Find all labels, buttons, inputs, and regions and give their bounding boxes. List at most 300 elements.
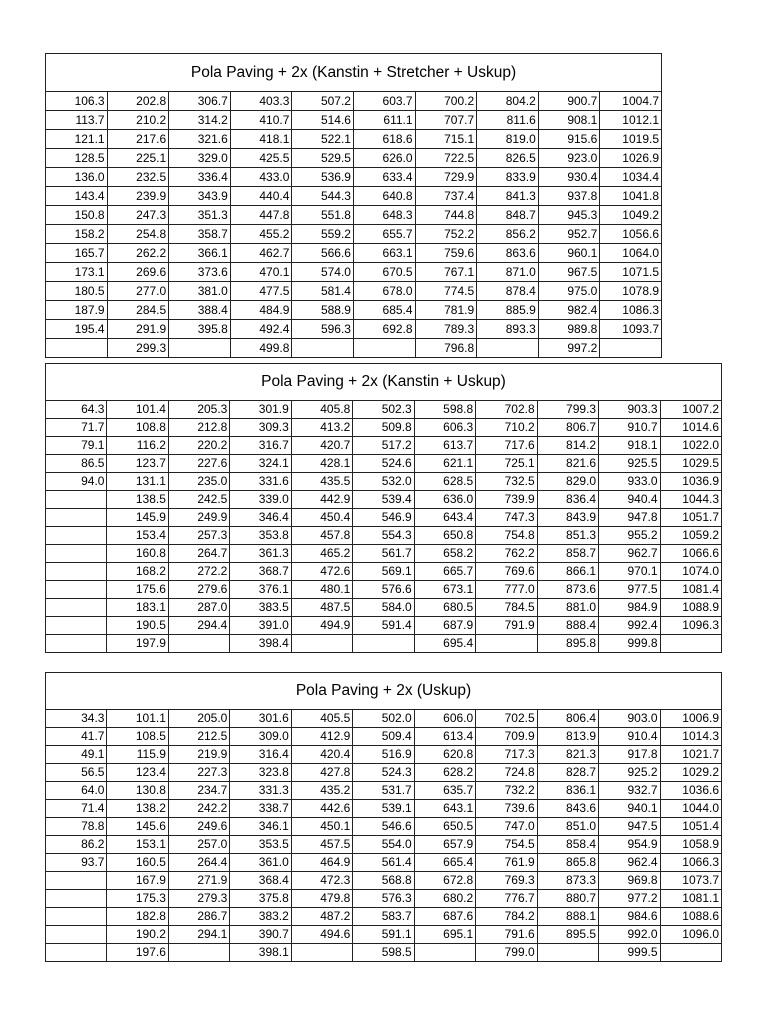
table-cell: 970.1 (599, 563, 660, 581)
table-cell: 123.7 (107, 455, 168, 473)
table-cell: 64.0 (46, 782, 107, 800)
table-cell: 160.8 (107, 545, 168, 563)
table-cell: 546.9 (353, 509, 414, 527)
table-cell: 626.0 (353, 149, 415, 168)
table-cell: 1007.2 (660, 401, 721, 419)
table-cell: 353.5 (230, 836, 291, 854)
table-cell: 86.2 (46, 836, 107, 854)
table-row (46, 800, 722, 818)
table-cell: 777.0 (476, 581, 537, 599)
table-cell: 910.7 (599, 419, 660, 437)
table-cell: 1088.6 (660, 908, 721, 926)
table-cell (476, 635, 537, 653)
table-row (46, 527, 722, 545)
table-cell: 128.5 (46, 149, 108, 168)
table-cell: 153.4 (107, 527, 168, 545)
table-cell: 79.1 (46, 437, 107, 455)
table-cell: 908.1 (538, 111, 600, 130)
table-cell: 851.0 (537, 818, 598, 836)
table-cell: 584.0 (353, 599, 414, 617)
table-row (46, 890, 722, 908)
table-cell: 576.6 (353, 581, 414, 599)
table-cell: 984.9 (599, 599, 660, 617)
table-cell (291, 635, 352, 653)
table-cell: 212.8 (168, 419, 229, 437)
table-cell: 383.5 (230, 599, 291, 617)
table-cell: 1066.6 (660, 545, 721, 563)
table-cell: 1064.0 (600, 244, 662, 263)
table-cell: 412.9 (291, 728, 352, 746)
table-cell: 94.0 (46, 473, 107, 491)
table-cell: 1029.5 (660, 455, 721, 473)
table-cell: 574.0 (292, 263, 354, 282)
table-cell: 358.7 (169, 225, 231, 244)
table-cell: 450.4 (291, 509, 352, 527)
table-cell: 346.4 (230, 509, 291, 527)
table-cell: 806.4 (537, 710, 598, 728)
table-cell: 346.1 (230, 818, 291, 836)
table-cell: 425.5 (230, 149, 292, 168)
table-cell (46, 944, 107, 962)
table-cell: 279.3 (168, 890, 229, 908)
table-cell: 1058.9 (660, 836, 721, 854)
table-cell: 121.1 (46, 130, 108, 149)
table-cell: 465.2 (291, 545, 352, 563)
table-cell: 249.6 (168, 818, 229, 836)
table-title: Pola Paving + 2x (Uskup) (46, 673, 722, 710)
table-cell: 843.9 (537, 509, 598, 527)
table-cell: 665.4 (414, 854, 475, 872)
table-cell: 769.6 (476, 563, 537, 581)
table-cell: 234.7 (168, 782, 229, 800)
table-cell: 381.0 (169, 282, 231, 301)
table-cell: 722.5 (415, 149, 477, 168)
table-cell: 663.1 (353, 244, 415, 263)
table-cell: 502.3 (353, 401, 414, 419)
table-cell: 767.1 (415, 263, 477, 282)
table-cell: 368.7 (230, 563, 291, 581)
table-cell: 136.0 (46, 168, 108, 187)
table-cell: 975.0 (538, 282, 600, 301)
table-cell: 866.1 (537, 563, 598, 581)
table-cell: 945.3 (538, 206, 600, 225)
table-cell: 925.5 (599, 455, 660, 473)
table-cell: 279.6 (168, 581, 229, 599)
table-cell: 190.2 (107, 926, 168, 944)
table-cell: 784.5 (476, 599, 537, 617)
table-cell: 225.1 (107, 149, 169, 168)
table-cell: 1049.2 (600, 206, 662, 225)
table-row (46, 491, 722, 509)
table-cell: 754.5 (476, 836, 537, 854)
table-cell: 329.0 (169, 149, 231, 168)
table-cell: 999.5 (599, 944, 660, 962)
table-uskup (45, 672, 722, 962)
table-cell: 398.1 (230, 944, 291, 962)
table-cell: 480.1 (291, 581, 352, 599)
table-cell: 479.8 (291, 890, 352, 908)
table-cell: 1044.0 (660, 800, 721, 818)
table-cell: 351.3 (169, 206, 231, 225)
table-cell: 502.0 (353, 710, 414, 728)
table-cell: 591.4 (353, 617, 414, 635)
table-cell: 680.2 (414, 890, 475, 908)
table-cell: 606.3 (414, 419, 475, 437)
table-cell: 687.6 (414, 908, 475, 926)
table-cell: 101.4 (107, 401, 168, 419)
table-cell: 1012.1 (600, 111, 662, 130)
table-cell: 960.1 (538, 244, 600, 263)
table-cell: 633.4 (353, 168, 415, 187)
table-cell: 264.4 (168, 854, 229, 872)
table-cell: 863.6 (477, 244, 539, 263)
table-cell: 205.3 (168, 401, 229, 419)
table-cell: 1066.3 (660, 854, 721, 872)
table-cell: 153.1 (107, 836, 168, 854)
table-cell: 903.3 (599, 401, 660, 419)
table-cell: 806.7 (537, 419, 598, 437)
table-cell: 227.3 (168, 764, 229, 782)
table-cell: 737.4 (415, 187, 477, 206)
table-cell: 339.0 (230, 491, 291, 509)
table-row (46, 872, 722, 890)
table-cell: 202.8 (107, 92, 169, 111)
table-cell: 427.8 (291, 764, 352, 782)
table-cell: 1056.6 (600, 225, 662, 244)
table-cell: 789.3 (415, 320, 477, 339)
table-cell: 539.4 (353, 491, 414, 509)
table-cell (46, 581, 107, 599)
table-cell: 536.9 (292, 168, 354, 187)
table-cell: 410.7 (230, 111, 292, 130)
table-row (46, 92, 662, 111)
table-cell: 487.2 (291, 908, 352, 926)
table-cell: 301.9 (230, 401, 291, 419)
table-row (46, 854, 722, 872)
table-cell (600, 339, 662, 358)
table-cell: 428.1 (291, 455, 352, 473)
table-row (46, 320, 662, 339)
table-cell: 717.6 (476, 437, 537, 455)
table-cell: 101.1 (107, 710, 168, 728)
table-cell: 145.6 (107, 818, 168, 836)
table-cell: 1014.6 (660, 419, 721, 437)
table-cell: 484.9 (230, 301, 292, 320)
table-cell: 744.8 (415, 206, 477, 225)
table-cell: 759.6 (415, 244, 477, 263)
table-row (46, 111, 662, 130)
table-cell: 930.4 (538, 168, 600, 187)
table-cell: 464.9 (291, 854, 352, 872)
table-cell (46, 890, 107, 908)
table-cell: 1041.8 (600, 187, 662, 206)
table-cell: 569.1 (353, 563, 414, 581)
table-cell: 205.0 (168, 710, 229, 728)
table-cell: 747.0 (476, 818, 537, 836)
table-cell: 747.3 (476, 509, 537, 527)
table-cell: 885.9 (477, 301, 539, 320)
table-cell: 257.0 (168, 836, 229, 854)
table-cell: 551.8 (292, 206, 354, 225)
table-cell: 398.4 (230, 635, 291, 653)
table-cell (168, 635, 229, 653)
table-cell: 517.2 (353, 437, 414, 455)
table-cell: 316.7 (230, 437, 291, 455)
table-cell: 648.3 (353, 206, 415, 225)
table-cell: 336.4 (169, 168, 231, 187)
table-cell: 353.8 (230, 527, 291, 545)
table-cell: 954.9 (599, 836, 660, 854)
table-cell: 182.8 (107, 908, 168, 926)
table-cell: 78.8 (46, 818, 107, 836)
table-cell: 833.9 (477, 168, 539, 187)
table-cell: 841.3 (477, 187, 539, 206)
table-cell: 1074.0 (660, 563, 721, 581)
table-cell: 529.5 (292, 149, 354, 168)
table-cell: 900.7 (538, 92, 600, 111)
table-cell: 707.7 (415, 111, 477, 130)
table-cell: 1044.3 (660, 491, 721, 509)
table-cell: 588.9 (292, 301, 354, 320)
table-cell: 130.8 (107, 782, 168, 800)
table-cell: 982.4 (538, 301, 600, 320)
table-cell: 606.0 (414, 710, 475, 728)
table-cell: 220.2 (168, 437, 229, 455)
table-cell: 873.3 (537, 872, 598, 890)
table-cell: 1026.9 (600, 149, 662, 168)
table-row (46, 599, 722, 617)
table-cell: 376.1 (230, 581, 291, 599)
table-cell: 262.2 (107, 244, 169, 263)
table-cell: 1019.5 (600, 130, 662, 149)
table-row (46, 908, 722, 926)
table-cell (353, 635, 414, 653)
table-cell: 462.7 (230, 244, 292, 263)
table-cell: 323.8 (230, 764, 291, 782)
table-cell: 457.8 (291, 527, 352, 545)
table-cell: 739.9 (476, 491, 537, 509)
table-cell: 893.3 (477, 320, 539, 339)
table-cell: 472.6 (291, 563, 352, 581)
table-cell: 316.4 (230, 746, 291, 764)
table-cell: 895.5 (537, 926, 598, 944)
table-cell: 695.4 (414, 635, 475, 653)
table-cell: 420.7 (291, 437, 352, 455)
table-cell (46, 509, 107, 527)
table-cell: 984.6 (599, 908, 660, 926)
table-cell (477, 339, 539, 358)
table-cell: 732.5 (476, 473, 537, 491)
table-cell: 1034.4 (600, 168, 662, 187)
table-row (46, 818, 722, 836)
table-cell: 977.2 (599, 890, 660, 908)
table-cell: 115.9 (107, 746, 168, 764)
table-row (46, 225, 662, 244)
table-cell: 657.9 (414, 836, 475, 854)
table-cell: 650.8 (414, 527, 475, 545)
table-cell: 665.7 (414, 563, 475, 581)
table-cell: 650.5 (414, 818, 475, 836)
table-cell: 997.2 (538, 339, 600, 358)
table-cell: 620.8 (414, 746, 475, 764)
table-cell: 1036.6 (660, 782, 721, 800)
table-cell: 871.0 (477, 263, 539, 282)
table-row (46, 746, 722, 764)
table-cell: 455.2 (230, 225, 292, 244)
table-cell: 1073.7 (660, 872, 721, 890)
table-cell: 923.0 (538, 149, 600, 168)
table-cell: 932.7 (599, 782, 660, 800)
table-cell: 1004.7 (600, 92, 662, 111)
table-cell: 962.4 (599, 854, 660, 872)
table-cell: 1096.3 (660, 617, 721, 635)
table-row (46, 545, 722, 563)
table-cell: 554.3 (353, 527, 414, 545)
table-cell: 1021.7 (660, 746, 721, 764)
table-cell: 168.2 (107, 563, 168, 581)
table-cell: 821.3 (537, 746, 598, 764)
table-cell: 992.4 (599, 617, 660, 635)
table-cell: 331.3 (230, 782, 291, 800)
table-cell: 969.8 (599, 872, 660, 890)
table-cell: 175.6 (107, 581, 168, 599)
table-cell: 309.3 (230, 419, 291, 437)
table-cell: 405.8 (291, 401, 352, 419)
table-cell: 539.1 (353, 800, 414, 818)
table-cell: 86.5 (46, 455, 107, 473)
table-cell: 383.2 (230, 908, 291, 926)
table-cell: 391.0 (230, 617, 291, 635)
table-cell (168, 944, 229, 962)
table-cell: 390.7 (230, 926, 291, 944)
table-cell: 933.0 (599, 473, 660, 491)
table-cell: 287.0 (168, 599, 229, 617)
table-cell: 544.3 (292, 187, 354, 206)
table-cell: 915.6 (538, 130, 600, 149)
table-cell (537, 944, 598, 962)
table-cell: 628.2 (414, 764, 475, 782)
table-cell: 71.7 (46, 419, 107, 437)
table-cell: 799.0 (476, 944, 537, 962)
table-row (46, 782, 722, 800)
table-row (46, 149, 662, 168)
table-cell: 183.1 (107, 599, 168, 617)
table-cell: 442.9 (291, 491, 352, 509)
table-cell: 940.1 (599, 800, 660, 818)
table-cell: 212.5 (168, 728, 229, 746)
table-cell: 576.3 (353, 890, 414, 908)
table-cell: 324.1 (230, 455, 291, 473)
table-cell: 492.4 (230, 320, 292, 339)
table-cell: 826.5 (477, 149, 539, 168)
table-cell: 524.6 (353, 455, 414, 473)
table-cell: 160.5 (107, 854, 168, 872)
table-cell: 784.2 (476, 908, 537, 926)
table-cell: 692.8 (353, 320, 415, 339)
table-cell: 531.7 (353, 782, 414, 800)
table-cell: 989.8 (538, 320, 600, 339)
table-cell: 774.5 (415, 282, 477, 301)
table-cell (46, 563, 107, 581)
table-cell: 173.1 (46, 263, 108, 282)
table-cell: 138.2 (107, 800, 168, 818)
table-cell: 967.5 (538, 263, 600, 282)
table-cell: 880.7 (537, 890, 598, 908)
table-cell: 187.9 (46, 301, 108, 320)
table-cell: 672.8 (414, 872, 475, 890)
table-cell: 1051.7 (660, 509, 721, 527)
table-cell: 640.8 (353, 187, 415, 206)
table-cell (46, 527, 107, 545)
table-title: Pola Paving + 2x (Kanstin + Stretcher + Uskup) (46, 54, 662, 92)
table-cell: 804.2 (477, 92, 539, 111)
table-cell: 143.4 (46, 187, 108, 206)
table-cell: 739.6 (476, 800, 537, 818)
table-cell: 581.4 (292, 282, 354, 301)
table-cell: 413.2 (291, 419, 352, 437)
table-cell: 796.8 (415, 339, 477, 358)
table-cell: 301.6 (230, 710, 291, 728)
table-cell (46, 908, 107, 926)
table-cell: 338.7 (230, 800, 291, 818)
table-cell: 918.1 (599, 437, 660, 455)
table-cell: 858.7 (537, 545, 598, 563)
table-cell: 271.9 (168, 872, 229, 890)
table-cell: 257.3 (168, 527, 229, 545)
table-cell: 888.1 (537, 908, 598, 926)
table-cell: 1078.9 (600, 282, 662, 301)
table-cell: 442.6 (291, 800, 352, 818)
table-cell: 732.2 (476, 782, 537, 800)
table-cell: 878.4 (477, 282, 539, 301)
table-cell: 180.5 (46, 282, 108, 301)
table-row (46, 764, 722, 782)
table-cell (46, 926, 107, 944)
table-cell: 284.5 (107, 301, 169, 320)
table-cell: 962.7 (599, 545, 660, 563)
table-cell: 217.6 (107, 130, 169, 149)
table-cell: 1086.3 (600, 301, 662, 320)
table-cell: 158.2 (46, 225, 108, 244)
table-cell: 116.2 (107, 437, 168, 455)
table-cell: 249.9 (168, 509, 229, 527)
table-cell: 219.9 (168, 746, 229, 764)
table-cell: 781.9 (415, 301, 477, 320)
table-cell: 420.4 (291, 746, 352, 764)
table-cell: 195.4 (46, 320, 108, 339)
table-cell: 294.4 (168, 617, 229, 635)
table-cell: 1081.1 (660, 890, 721, 908)
table-cell: 769.3 (476, 872, 537, 890)
table-cell: 361.0 (230, 854, 291, 872)
table-cell: 811.6 (477, 111, 539, 130)
table-cell: 375.8 (230, 890, 291, 908)
table-cell: 373.6 (169, 263, 231, 282)
table-cell: 843.6 (537, 800, 598, 818)
table-cell: 636.0 (414, 491, 475, 509)
table-cell: 331.6 (230, 473, 291, 491)
table-cell: 507.2 (292, 92, 354, 111)
table-cell: 937.8 (538, 187, 600, 206)
table-cell: 678.0 (353, 282, 415, 301)
table-cell: 566.6 (292, 244, 354, 263)
table-cell: 591.1 (353, 926, 414, 944)
table-cell: 992.0 (599, 926, 660, 944)
table-cell: 910.4 (599, 728, 660, 746)
table-cell: 123.4 (107, 764, 168, 782)
table-cell: 702.8 (476, 401, 537, 419)
table-row (46, 944, 722, 962)
